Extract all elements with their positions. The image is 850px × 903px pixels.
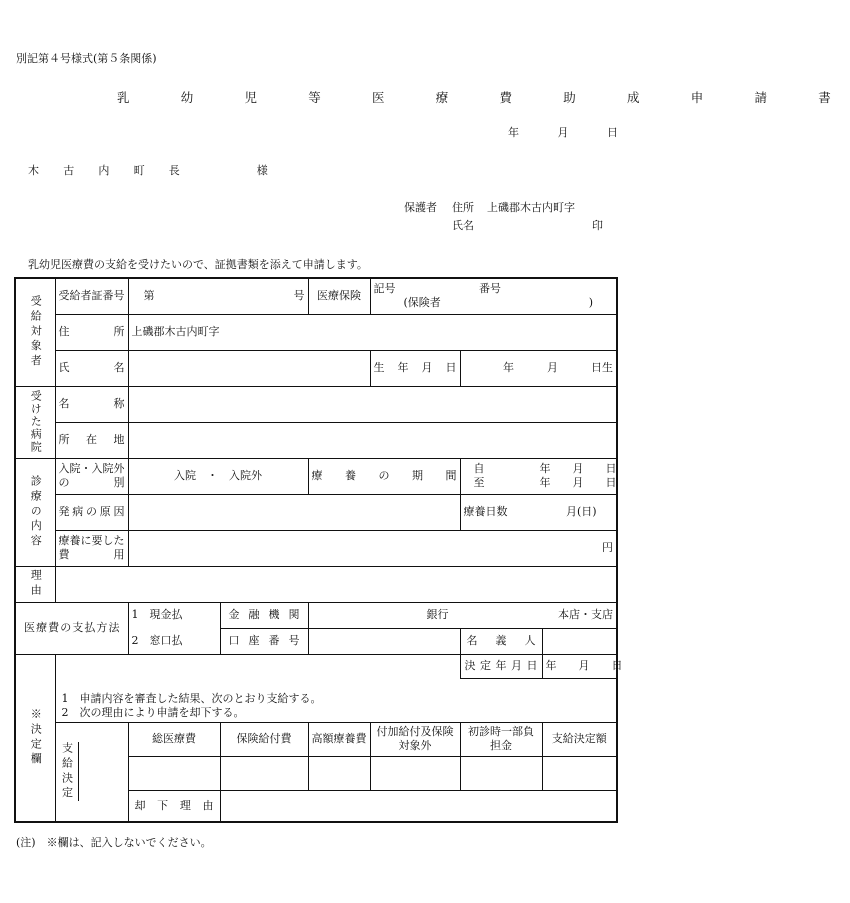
bank-field[interactable] xyxy=(308,602,617,628)
guardian-address-value[interactable]: 上磯郡木古内町字 xyxy=(487,201,575,214)
birth-field[interactable]: 年 月 日生 xyxy=(460,350,617,386)
recipient-header: 受給対象者 xyxy=(15,278,55,386)
col-initial: 初診時一部負担金 xyxy=(460,722,542,756)
holder-field[interactable] xyxy=(542,628,617,654)
guardian-label: 保護者 xyxy=(404,201,437,214)
insured-close: ) xyxy=(588,296,593,310)
reject-label: 却下理由 xyxy=(128,790,220,822)
inout-field[interactable]: 入院 ・ 入院外 xyxy=(128,458,308,494)
footer-note: (注) ※欄は、記入しないでください。 xyxy=(16,836,212,849)
go-label: 号 xyxy=(293,289,305,303)
insurance-value[interactable] xyxy=(220,756,308,790)
payment-decision-label: 支給決定 xyxy=(56,742,79,801)
guardian-address-label: 住所 xyxy=(452,201,474,214)
kigo-label: 記号 xyxy=(373,282,396,296)
form-reference: 別記第４号様式(第５条関係) xyxy=(16,52,157,65)
decision-item-2: 2 次の理由により申請を却下する。 xyxy=(61,705,245,719)
days-label: 療養日数 xyxy=(463,505,508,518)
bank-label: 金融機関 xyxy=(220,602,308,628)
address-field[interactable]: 上磯郡木古内町字 xyxy=(128,314,617,350)
reason-label: 理由 xyxy=(15,566,55,602)
decision-date-field[interactable]: 年 月 日 xyxy=(542,654,617,678)
cause-field[interactable] xyxy=(128,494,460,530)
total-value[interactable] xyxy=(128,756,220,790)
payment-decision-cell xyxy=(55,722,128,822)
cert-no-field[interactable] xyxy=(128,278,308,314)
hospital-name-label: 名称 xyxy=(55,386,128,422)
seal-mark: 印 xyxy=(592,219,603,232)
insurance-field[interactable] xyxy=(370,278,617,314)
cause-label: 発病の原因 xyxy=(55,494,128,530)
hospital-header: 受けた病院 xyxy=(15,386,55,458)
days-unit: 月(日) xyxy=(566,505,597,518)
name-field[interactable] xyxy=(128,350,370,386)
holder-label: 名義人 xyxy=(460,628,542,654)
initial-value[interactable] xyxy=(460,756,542,790)
insurance-label: 医療保険 xyxy=(308,278,370,314)
birth-label: 生年月日 xyxy=(370,350,460,386)
payment-method-label: 医療費の支払方法 xyxy=(15,602,128,654)
col-amount: 支給決定額 xyxy=(542,722,617,756)
col-extra: 付加給付及保険対象外 xyxy=(370,722,460,756)
days-field[interactable] xyxy=(460,494,617,530)
insured-label: (保険者 xyxy=(403,296,441,310)
cost-label: 療養に要した費用 xyxy=(55,530,128,566)
col-total: 総医療費 xyxy=(128,722,220,756)
reject-field[interactable] xyxy=(220,790,617,822)
account-field[interactable] xyxy=(308,628,460,654)
decision-date-label: 決定年月日 xyxy=(460,654,542,678)
payment-option-cash[interactable]: 1 現金払 xyxy=(128,602,220,628)
extra-value[interactable] xyxy=(370,756,460,790)
name-label: 氏名 xyxy=(55,350,128,386)
dai-label: 第 xyxy=(143,289,155,303)
cost-field[interactable]: 円 xyxy=(128,530,617,566)
amount-value[interactable] xyxy=(542,756,617,790)
col-high-cost: 高額療養費 xyxy=(308,722,370,756)
cert-no-label: 受給者証番号 xyxy=(55,278,128,314)
decision-header: ※決定欄 xyxy=(15,654,55,822)
decision-items xyxy=(55,678,617,722)
payment-option-counter[interactable]: 2 窓口払 xyxy=(128,628,220,654)
decision-item-1: 1 申請内容を審査した結果、次のとおり支給する。 xyxy=(61,691,322,705)
branch-suffix: 本店・支店 xyxy=(558,608,613,621)
hospital-location-field[interactable] xyxy=(128,422,617,458)
period-label: 療養の期間 xyxy=(308,458,460,494)
application-date: 年 月 日 xyxy=(508,126,624,139)
period-to-label: 至 xyxy=(473,476,485,489)
high-cost-value[interactable] xyxy=(308,756,370,790)
addressee: 木 古 内 町 長 様 xyxy=(28,164,275,177)
period-from-label: 自 xyxy=(473,462,485,475)
bank-suffix: 銀行 xyxy=(426,608,449,621)
inout-label: 入院・入院外の別 xyxy=(55,458,128,494)
period-field[interactable] xyxy=(460,458,617,494)
bango-label: 番号 xyxy=(479,282,501,296)
period-to-date: 年 月 日 xyxy=(539,476,617,489)
page-title: 乳 幼 児 等 医 療 費 助 成 申 請 書 xyxy=(117,90,850,105)
guardian-name-label: 氏名 xyxy=(452,219,474,232)
hospital-location-label: 所在地 xyxy=(55,422,128,458)
treatment-header: 診療の内容 xyxy=(15,458,55,566)
address-label: 住所 xyxy=(55,314,128,350)
application-form xyxy=(14,277,623,823)
intro-text: 乳幼児医療費の支給を受けたいので、証拠書類を添えて申請します。 xyxy=(28,258,368,271)
reason-field[interactable] xyxy=(55,566,617,602)
hospital-name-field[interactable] xyxy=(128,386,617,422)
period-from-date: 年 月 日 xyxy=(539,462,617,475)
col-insurance: 保険給付費 xyxy=(220,722,308,756)
account-label: 口座番号 xyxy=(220,628,308,654)
